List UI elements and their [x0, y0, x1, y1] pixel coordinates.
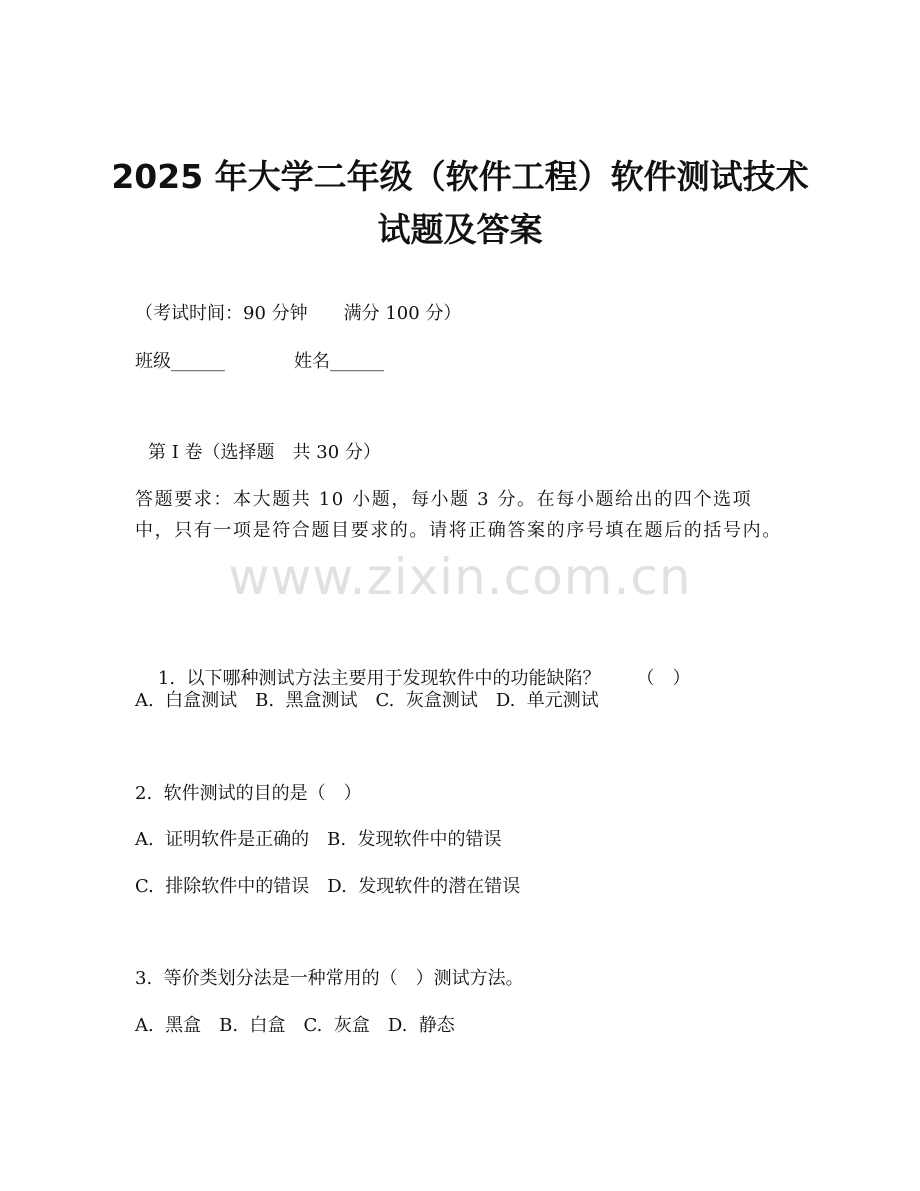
question-stem-text: 1. 以下哪种测试方法主要用于发现软件中的功能缺陷？	[157, 668, 601, 689]
section-heading: 第 I 卷（选择题 共 30 分）	[148, 442, 381, 463]
class-field-label: 班级______	[135, 351, 225, 372]
question-3-stem: 3. 等价类划分法是一种常用的（ ）测试方法。	[135, 968, 524, 989]
name-field-label: 姓名______	[294, 351, 384, 372]
question-2-stem: 2. 软件测试的目的是（ ）	[135, 783, 362, 804]
question-3-options: A. 黑盒 B. 白盒 C. 灰盒 D. 静态	[135, 1015, 455, 1036]
question-2-options-row-2: C. 排除软件中的错误 D. 发现软件的潜在错误	[135, 876, 521, 897]
instructions: 答题要求：本大题共 10 小题，每小题 3 分。在每小题给出的四个选项中，只有一项是符合题目要求的。请将正确答案的序号填在题后的括号内。	[135, 489, 782, 541]
answer-parenthesis: （ ）	[636, 668, 691, 689]
question-2-options-row-1: A. 证明软件是正确的 B. 发现软件中的错误	[135, 829, 502, 850]
question-1-options: A. 白盒测试 B. 黑盒测试 C. 灰盒测试 D. 单元测试	[135, 690, 599, 711]
document-title: 2025 年大学二年级（软件工程）软件测试技术试题及答案	[111, 157, 809, 249]
watermark: www.zixin.com.cn	[228, 548, 692, 606]
exam-info: （考试时间：90 分钟 满分 100 分）	[135, 303, 462, 324]
